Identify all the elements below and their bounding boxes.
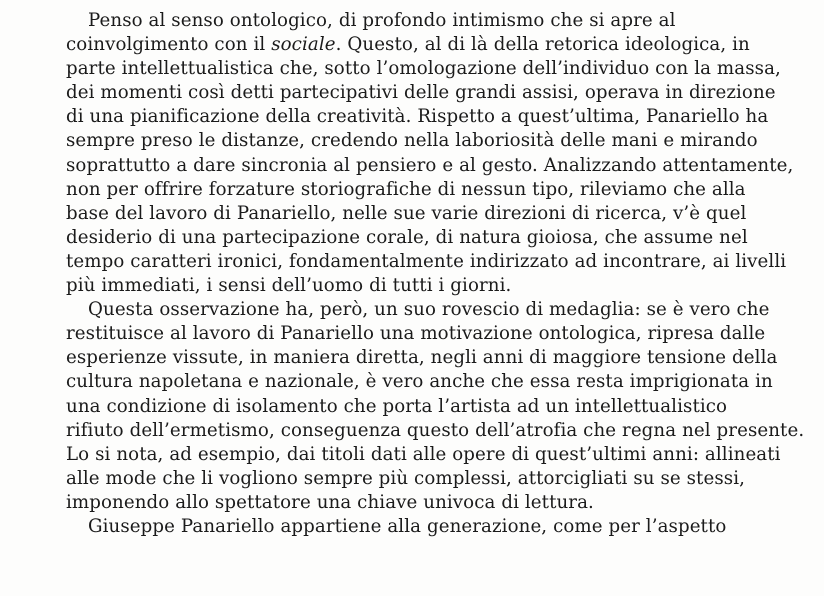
text-line: esperienze vissute, in maniera diretta, negli anni di maggiore tensione della <box>66 347 778 369</box>
text-line: più immediati, i sensi dell’uomo di tutti i giorni. <box>66 275 512 297</box>
text-line: cultura napoletana e nazionale, è vero anche che essa resta imprigionata in <box>66 371 773 393</box>
text-line: dei momenti così detti partecipativi delle grandi assisi, operava in direzione <box>66 82 776 104</box>
text-line: rifiuto dell’ermetismo, conseguenza questo dell’atrofia che regna nel presente. <box>66 419 805 441</box>
text-line: parte intellettualistica che, sotto l’omologazione dell’individuo con la massa, <box>66 58 781 80</box>
body-text <box>66 9 806 539</box>
text-line: Questa osservazione ha, però, un suo rovescio di medaglia: se è vero che <box>88 299 770 321</box>
text-line: tempo caratteri ironici, fondamentalmente indirizzato ad incontrare, ai livelli <box>66 250 787 272</box>
text-line: Lo si nota, ad esempio, dai titoli dati alle opere di quest’ultimi anni: allineati <box>66 443 781 465</box>
text-line: di una pianificazione della creatività. Rispetto a quest’ultima, Panariello ha <box>66 106 769 128</box>
text-line: non per offrire forzature storiografiche di nessun tipo, rileviamo che alla <box>66 178 746 200</box>
text-line: sempre preso le distanze, credendo nella laboriosità delle mani e mirando <box>66 130 758 152</box>
text-line: una condizione di isolamento che porta l’artista ad un intellettualistico <box>66 395 728 417</box>
text-line: restituisce al lavoro di Panariello una motivazione ontologica, ripresa dalle <box>66 323 766 345</box>
text-line: alle mode che li vogliono sempre più complessi, attorcigliati su se stessi, <box>66 467 745 489</box>
text-line: coinvolgimento con il sociale. Questo, al di là della retorica ideologica, in <box>66 34 750 56</box>
text-line: soprattutto a dare sincronia al pensiero e al gesto. Analizzando attentamente, <box>66 154 794 176</box>
text-line: Giuseppe Panariello appartiene alla generazione, come per l’aspetto <box>88 515 727 537</box>
text-line: Penso al senso ontologico, di profondo intimismo che si apre al <box>88 10 676 31</box>
text-line: desiderio di una partecipazione corale, di natura gioiosa, che assume nel <box>66 226 748 248</box>
text-line: imponendo allo spettatore una chiave univoca di lettura. <box>66 491 594 513</box>
text-line: base del lavoro di Panariello, nelle sue varie direzioni di ricerca, v’è quel <box>66 202 747 224</box>
italic-word: sociale <box>271 34 336 56</box>
